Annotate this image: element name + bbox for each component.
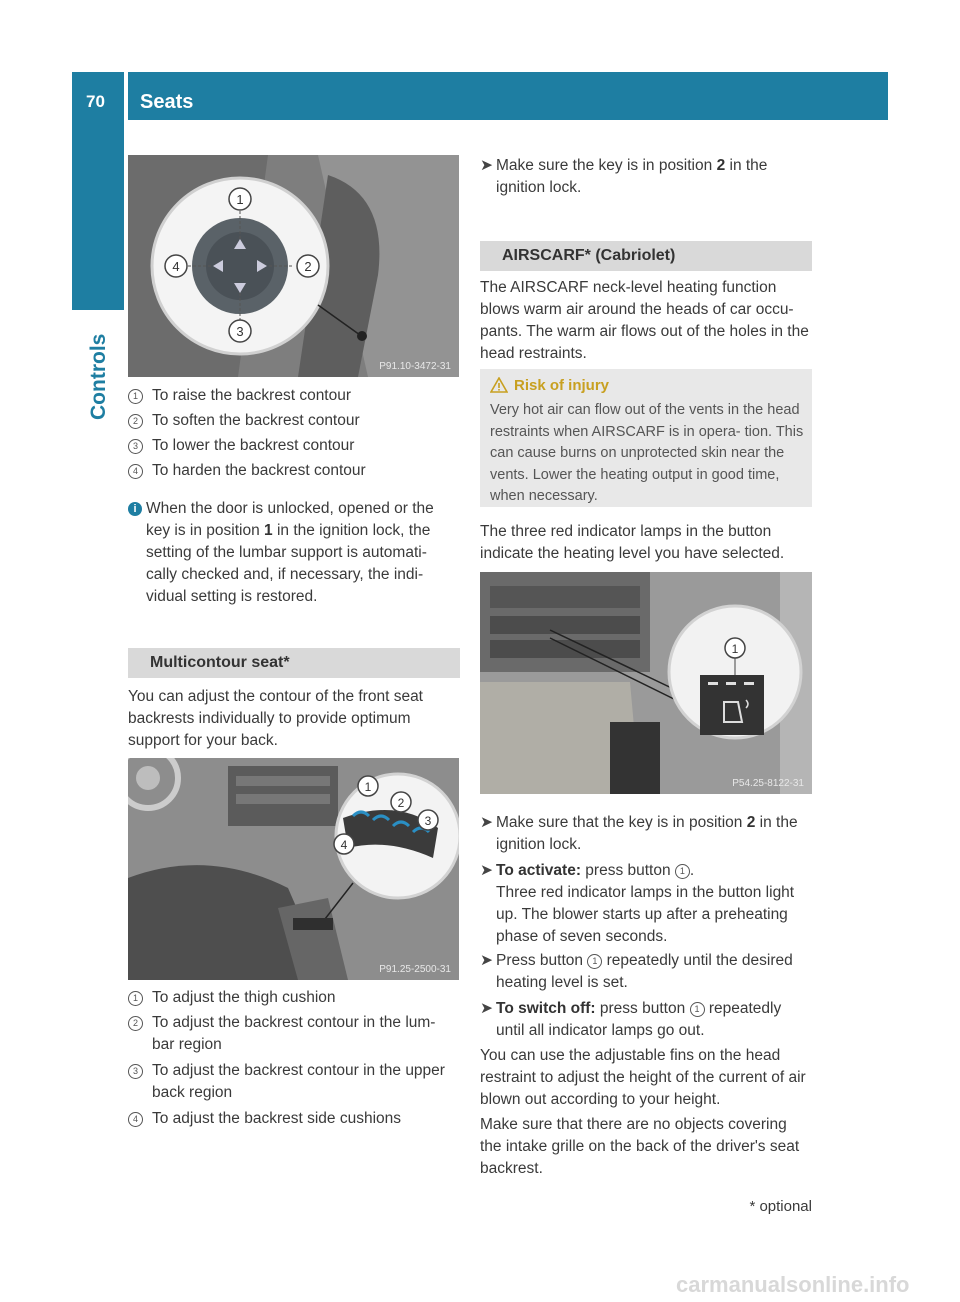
- note-text: key is in position: [146, 522, 265, 539]
- step-bold: 2: [716, 157, 726, 174]
- header-bar: [72, 72, 888, 120]
- step-arrow-icon: ➤: [480, 862, 493, 879]
- step-arrow-icon: ➤: [480, 1000, 493, 1017]
- step-text: Make sure that the key is in position: [496, 814, 747, 831]
- info-note: [146, 498, 462, 608]
- optional-footnote: * optional: [749, 1198, 812, 1215]
- step-label: To activate:: [496, 862, 581, 879]
- page-title: Seats: [140, 91, 194, 113]
- callout-number: 3: [128, 439, 143, 454]
- list-item-text: To adjust the backrest contour in the lum- bar region: [152, 1014, 436, 1053]
- step-arrow-icon: ➤: [480, 814, 493, 831]
- warning-body: Very hot air can flow out of the vents in the head restraints when AIRSCARF is in opera- tion. This can cause burns on unprotected skin near the vents. Lower the heating output in good time, when necessary.: [490, 402, 804, 504]
- paragraph: The three red indicator lamps in the button indicate the heating level you have selected.: [480, 523, 785, 562]
- callout-number: 1: [675, 864, 690, 879]
- list-item: [128, 1108, 460, 1130]
- callout-number: 4: [128, 1112, 143, 1127]
- paragraph: You can use the adjustable fins on the head restraint to adjust the height of the current of air blown out according to your height.: [480, 1047, 806, 1108]
- section-heading-text: AIRSCARF* (Cabriolet): [502, 247, 676, 264]
- list-item: [128, 460, 460, 482]
- step-bold: 2: [746, 814, 756, 831]
- step-text: .: [689, 862, 695, 879]
- airscarf-button-image: [480, 572, 812, 794]
- note-line: setting of the lumbar support is automati-: [146, 544, 427, 561]
- svg-text:3: 3: [424, 814, 432, 828]
- instruction-step: [480, 998, 812, 1042]
- paragraph: Make sure that there are no objects covering the intake grille on the back of the driver's seat backrest.: [480, 1116, 800, 1177]
- section-heading-text: Multicontour seat*: [150, 654, 290, 671]
- image-reference: P54.25-8122-31: [732, 778, 804, 789]
- instruction-step: [480, 155, 812, 199]
- svg-text:2: 2: [304, 259, 312, 274]
- note-text: in the ignition lock, the: [272, 522, 431, 539]
- note-bold: 1: [264, 522, 273, 539]
- instruction-step: [480, 812, 812, 856]
- step-text: repeatedly until the desired heating level is set.: [496, 952, 793, 991]
- list-item: [128, 987, 460, 1009]
- callout-number: 2: [128, 1016, 143, 1031]
- instruction-step: [480, 950, 812, 994]
- section-heading: [128, 648, 460, 678]
- instruction-step: [480, 860, 812, 948]
- note-line: [146, 520, 462, 542]
- warning-title: Risk of injury: [514, 377, 610, 394]
- multicontour-seat-image: [128, 758, 459, 980]
- image-reference: P91.10-3472-31: [379, 361, 451, 372]
- list-item: [128, 435, 460, 457]
- list-item-text: To adjust the thigh cushion: [152, 989, 336, 1006]
- svg-text:1: 1: [731, 642, 739, 656]
- section-intro: The AIRSCARF neck-level heating function blows warm air around the heads of car occu- pants. The warm air flows out of the holes in the head restraints.: [480, 279, 809, 362]
- watermark: carmanualsonline.info: [676, 1272, 910, 1297]
- list-item: [128, 1060, 460, 1104]
- step-text: in the ignition lock.: [496, 814, 798, 853]
- list-item-text: To soften the backrest contour: [152, 412, 360, 429]
- header-divider: [124, 72, 128, 120]
- callout-number: 3: [128, 1064, 143, 1079]
- list-item-text: To adjust the backrest contour in the upper back region: [152, 1062, 445, 1101]
- lumbar-switch-image: [128, 155, 459, 377]
- side-tab-block: [72, 120, 124, 310]
- step-text: Make sure the key is in position: [496, 157, 717, 174]
- warning-triangle-icon: [490, 377, 508, 393]
- list-item-text: To lower the backrest contour: [152, 437, 355, 454]
- step-text: in the ignition lock.: [496, 157, 768, 196]
- callout-number: 2: [128, 414, 143, 429]
- list-item-text: To raise the backrest contour: [152, 387, 352, 404]
- info-icon: i: [128, 502, 142, 516]
- note-line: cally checked and, if necessary, the indi-: [146, 566, 424, 583]
- step-text: Press button: [496, 952, 588, 969]
- step-text: press button: [581, 862, 675, 879]
- step-detail: Three red indicator lamps in the button light up. The blower starts up after a preheating phase of seven seconds.: [496, 884, 795, 945]
- svg-text:1: 1: [236, 192, 244, 207]
- side-tab-text: Controls: [87, 333, 110, 420]
- step-text: press button: [595, 1000, 690, 1017]
- svg-text:4: 4: [340, 838, 348, 852]
- image-reference: P91.25-2500-31: [379, 964, 451, 975]
- note-line: vidual setting is restored.: [146, 588, 318, 605]
- step-text: repeatedly until all indicator lamps go out.: [496, 1000, 782, 1039]
- svg-text:2: 2: [397, 796, 405, 810]
- note-line: When the door is unlocked, opened or the: [146, 500, 434, 517]
- step-arrow-icon: ➤: [480, 952, 493, 969]
- list-item: [128, 410, 460, 432]
- section-heading: [480, 241, 812, 271]
- callout-number: 1: [128, 389, 143, 404]
- svg-text:4: 4: [172, 259, 180, 274]
- list-item-text: To adjust the backrest side cushions: [152, 1110, 401, 1127]
- step-arrow-icon: ➤: [480, 157, 493, 174]
- callout-number: 1: [587, 954, 602, 969]
- list-item: [128, 1012, 460, 1056]
- section-intro: You can adjust the contour of the front seat backrests individually to provide optimum support for your back.: [128, 688, 423, 749]
- page-number: 70: [86, 92, 105, 111]
- callout-number: 1: [690, 1002, 705, 1017]
- warning-box: [480, 369, 812, 507]
- callout-number: 1: [128, 991, 143, 1006]
- step-label: To switch off:: [496, 1000, 596, 1017]
- svg-text:1: 1: [364, 780, 372, 794]
- list-item-text: To harden the backrest contour: [152, 462, 366, 479]
- svg-text:3: 3: [236, 324, 244, 339]
- list-item: [128, 385, 460, 407]
- callout-number: 4: [128, 464, 143, 479]
